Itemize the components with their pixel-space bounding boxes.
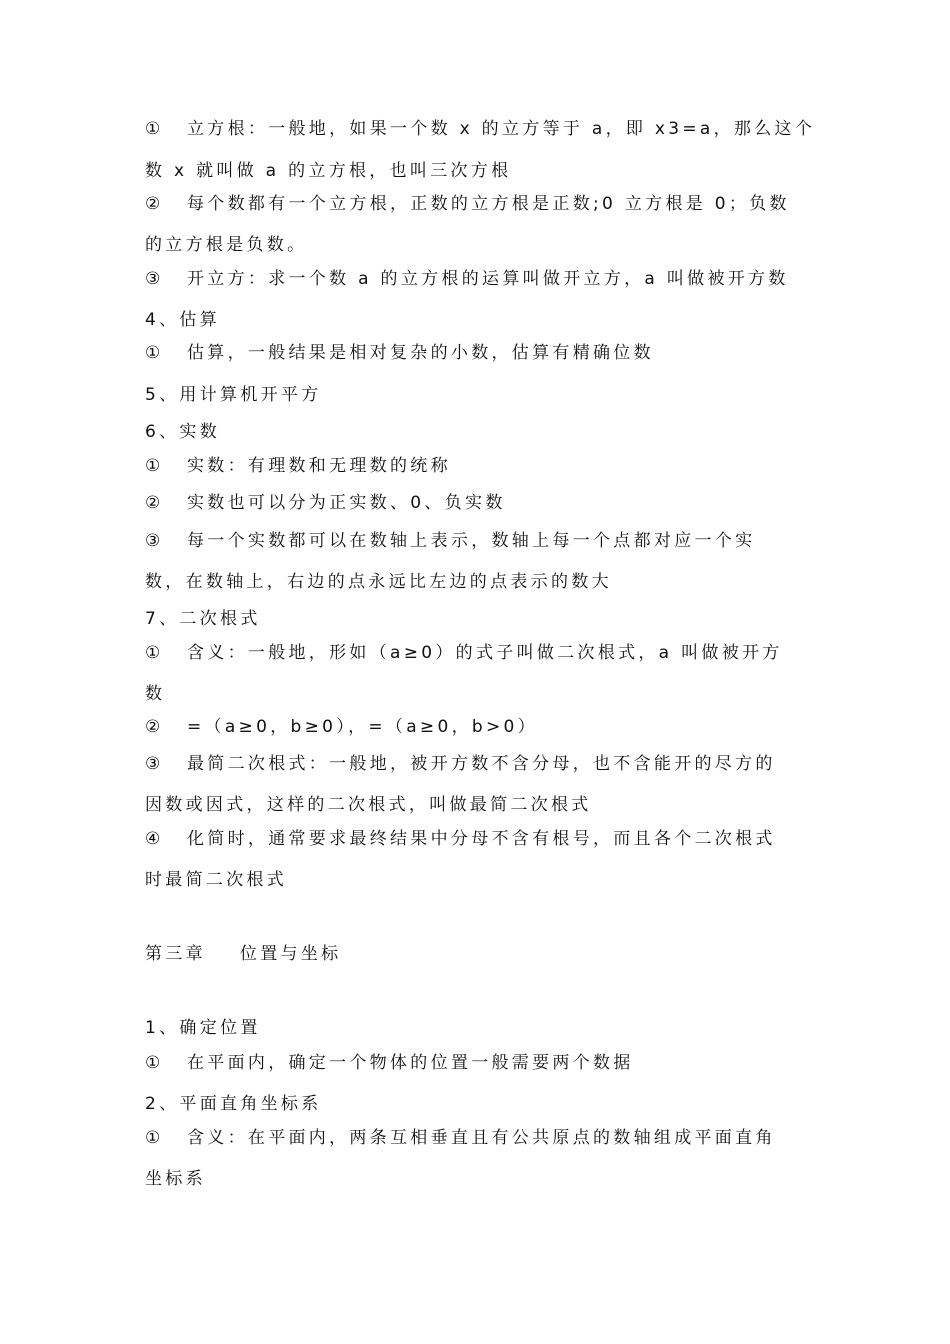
item-text: 在平面内，确定一个物体的位置一般需要两个数据 [187, 1053, 634, 1073]
text-line: 数，在数轴上，右边的点永远比左边的点表示的数大 [145, 572, 612, 592]
text-line: 因数或因式，这样的二次根式，叫做最简二次根式 [145, 795, 592, 815]
item-marker: ① [145, 119, 161, 139]
item-text: 含义：一般地，形如（a≥0）的式子叫做二次根式，a 叫做被开方 [187, 643, 783, 663]
item-coordinate-system [145, 1127, 810, 1149]
item-text: 实数：有理数和无理数的统称 [187, 456, 451, 476]
item-simplification [145, 828, 810, 850]
item-marker: ① [145, 643, 161, 663]
section-heading: 5、用计算机开平方 [145, 385, 322, 405]
item-text: 估算，一般结果是相对复杂的小数，估算有精确位数 [187, 343, 654, 363]
item-cube-root-sign [145, 193, 810, 215]
item-marker: ① [145, 1128, 161, 1148]
text-line: 数 [145, 684, 166, 704]
section-heading: 2、平面直角坐标系 [145, 1094, 322, 1114]
item-marker: ① [145, 1053, 161, 1073]
item-cube-root-definition [145, 118, 816, 140]
item-text: 实数也可以分为正实数、0、负实数 [187, 493, 506, 513]
section-heading: 6、实数 [145, 422, 221, 442]
item-text: 每一个实数都可以在数轴上表示，数轴上每一个点都对应一个实 [187, 531, 756, 551]
section-heading: 4、估算 [145, 310, 221, 330]
item-text: 立方根：一般地，如果一个数 x 的立方等于 a，即 x3=a，那么这个 [187, 119, 816, 139]
text-line: 的立方根是负数。 [145, 235, 308, 255]
item-marker: ③ [145, 754, 161, 774]
item-marker: ① [145, 343, 161, 363]
item-text: 化简时，通常要求最终结果中分母不含有根号，而且各个二次根式 [187, 829, 776, 849]
item-estimation [145, 342, 810, 364]
item-text: 最简二次根式：一般地，被开方数不含分母，也不含能开的尽方的 [187, 754, 776, 774]
text-line: 坐标系 [145, 1169, 206, 1189]
item-cube-root-operation [145, 268, 810, 290]
chapter-heading [145, 943, 810, 965]
item-marker: ③ [145, 269, 161, 289]
item-marker: ② [145, 717, 161, 737]
item-real-number-definition [145, 455, 810, 477]
item-text: =（a≥0，b≥0），=（a≥0，b>0） [187, 717, 538, 737]
section-heading: 7、二次根式 [145, 609, 261, 629]
item-radical-rules [145, 716, 810, 738]
item-marker: ④ [145, 829, 161, 849]
chapter-label: 第三章 [145, 944, 206, 964]
item-marker: ③ [145, 531, 161, 551]
item-radical-definition [145, 642, 810, 664]
text-line: 时最简二次根式 [145, 870, 288, 890]
item-marker: ① [145, 456, 161, 476]
item-number-line [145, 530, 810, 552]
chapter-title: 位置与坐标 [239, 944, 342, 964]
item-marker: ② [145, 194, 161, 214]
text-line: 数 x 就叫做 a 的立方根，也叫三次方根 [145, 161, 512, 181]
section-heading: 1、确定位置 [145, 1018, 261, 1038]
item-text: 每个数都有一个立方根，正数的立方根是正数;0 立方根是 0；负数 [187, 194, 790, 214]
item-real-number-classes [145, 492, 810, 514]
item-position [145, 1052, 810, 1074]
item-marker: ② [145, 493, 161, 513]
item-simplest-radical [145, 753, 810, 775]
item-text: 开立方：求一个数 a 的立方根的运算叫做开立方，a 叫做被开方数 [187, 269, 789, 289]
item-text: 含义：在平面内，两条互相垂直且有公共原点的数轴组成平面直角 [187, 1128, 776, 1148]
